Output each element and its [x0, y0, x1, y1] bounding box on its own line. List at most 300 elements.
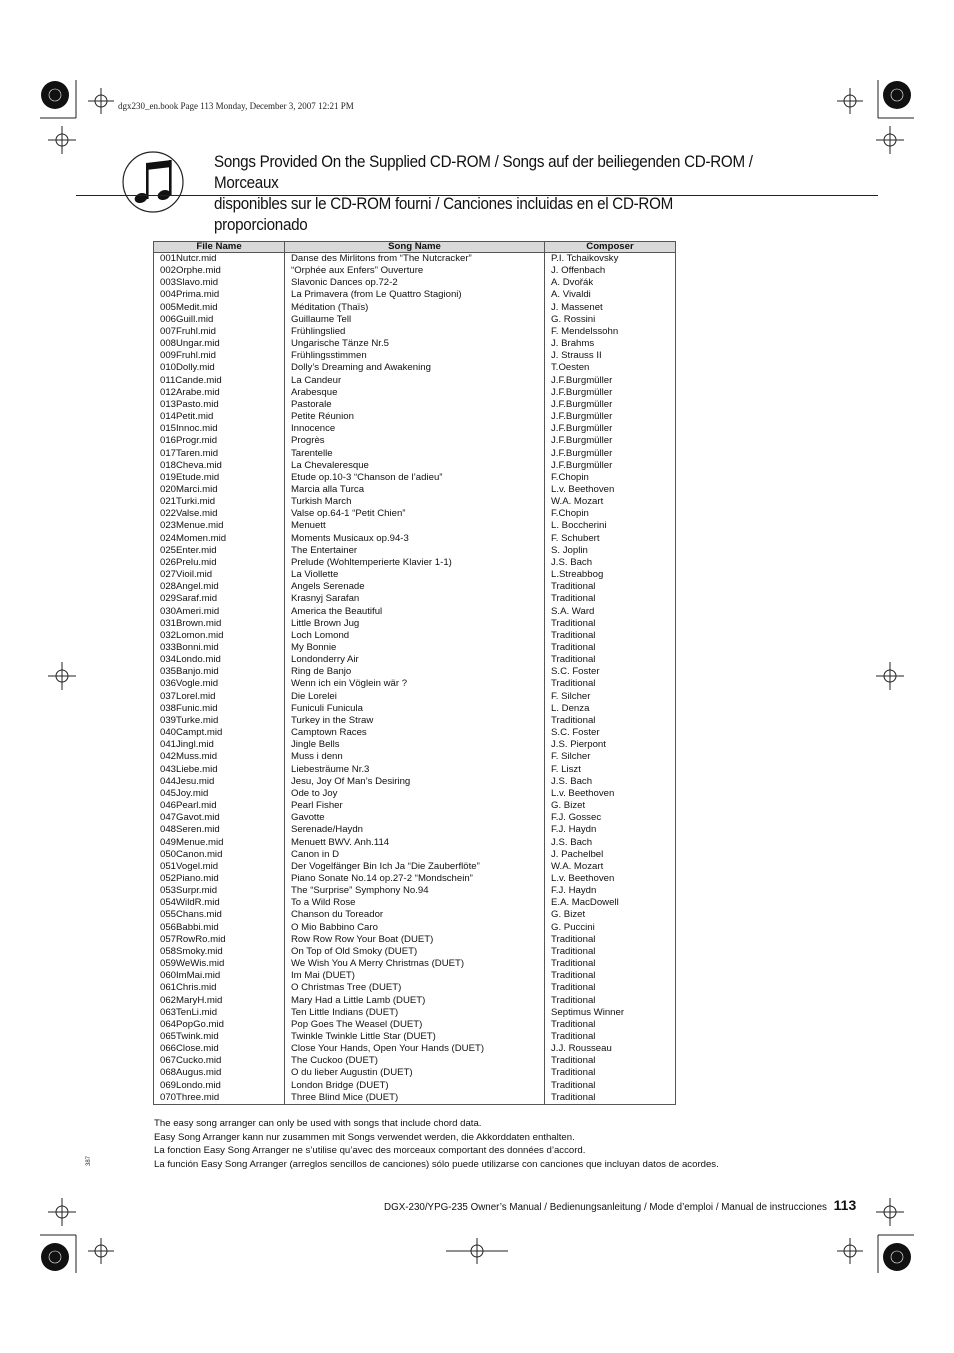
cell-composer: J.J. Rousseau — [545, 1043, 676, 1055]
cell-file-name: 068Augus.mid — [154, 1067, 285, 1079]
cell-song-name: La Primavera (from Le Quattro Stagioni) — [285, 289, 545, 301]
cell-song-name: Angels Serenade — [285, 581, 545, 593]
cell-composer: Traditional — [545, 678, 676, 690]
table-row — [154, 1019, 676, 1031]
cell-song-name: Frühlingsstimmen — [285, 350, 545, 362]
cell-file-name: 049Menue.mid — [154, 837, 285, 849]
cell-song-name: Jingle Bells — [285, 739, 545, 751]
cell-song-name: Piano Sonate No.14 op.27-2 “Mondschein” — [285, 873, 545, 885]
table-row — [154, 849, 676, 861]
cell-file-name: 029Saraf.mid — [154, 593, 285, 605]
cell-song-name: Progrès — [285, 435, 545, 447]
cell-composer: J. Brahms — [545, 338, 676, 350]
cell-song-name: Ring de Banjo — [285, 666, 545, 678]
cell-file-name: 010Dolly.mid — [154, 362, 285, 374]
cell-song-name: Menuett BWV. Anh.114 — [285, 837, 545, 849]
cell-composer: J. Strauss II — [545, 350, 676, 362]
cell-file-name: 011Cande.mid — [154, 375, 285, 387]
table-row — [154, 1080, 676, 1092]
table-row — [154, 776, 676, 788]
cell-file-name: 047Gavot.mid — [154, 812, 285, 824]
cell-song-name: We Wish You A Merry Christmas (DUET) — [285, 958, 545, 970]
cell-file-name: 066Close.mid — [154, 1043, 285, 1055]
cell-song-name: Three Blind Mice (DUET) — [285, 1092, 545, 1105]
cell-file-name: 032Lomon.mid — [154, 630, 285, 642]
cell-song-name: O Christmas Tree (DUET) — [285, 982, 545, 994]
cell-composer: Traditional — [545, 934, 676, 946]
cell-file-name: 045Joy.mid — [154, 788, 285, 800]
cell-composer: E.A. MacDowell — [545, 897, 676, 909]
cell-song-name: Funiculi Funicula — [285, 703, 545, 715]
cell-file-name: 058Smoky.mid — [154, 946, 285, 958]
cell-file-name: 059WeWis.mid — [154, 958, 285, 970]
cell-composer: F.Chopin — [545, 508, 676, 520]
column-header-song-name: Song Name — [285, 242, 545, 253]
cell-song-name: Valse op.64-1 “Petit Chien” — [285, 508, 545, 520]
cell-file-name: 050Canon.mid — [154, 849, 285, 861]
cell-file-name: 039Turke.mid — [154, 715, 285, 727]
cell-file-name: 056Babbi.mid — [154, 922, 285, 934]
cell-composer: F. Mendelssohn — [545, 326, 676, 338]
cell-file-name: 001Nutcr.mid — [154, 253, 285, 266]
cell-composer: F. Schubert — [545, 533, 676, 545]
table-row — [154, 302, 676, 314]
cell-composer: J. Offenbach — [545, 265, 676, 277]
cell-song-name: Gavotte — [285, 812, 545, 824]
cell-song-name: Innocence — [285, 423, 545, 435]
table-row — [154, 326, 676, 338]
table-row — [154, 824, 676, 836]
song-list-body — [154, 253, 676, 1105]
cell-composer: J.F.Burgmüller — [545, 411, 676, 423]
note-english: The easy song arranger can only be used with songs that include chord data. — [154, 1118, 482, 1129]
cell-file-name: 030Ameri.mid — [154, 606, 285, 618]
cell-file-name: 063TenLi.mid — [154, 1007, 285, 1019]
table-row — [154, 411, 676, 423]
cell-song-name: Moments Musicaux op.94-3 — [285, 533, 545, 545]
cell-composer: L.v. Beethoven — [545, 484, 676, 496]
cell-file-name: 036Vogle.mid — [154, 678, 285, 690]
cell-file-name: 016Progr.mid — [154, 435, 285, 447]
cell-file-name: 031Brown.mid — [154, 618, 285, 630]
cell-file-name: 025Enter.mid — [154, 545, 285, 557]
cell-song-name: Ode to Joy — [285, 788, 545, 800]
cell-composer: Traditional — [545, 982, 676, 994]
table-row — [154, 618, 676, 630]
cell-song-name: Turkish March — [285, 496, 545, 508]
cell-song-name: Dolly’s Dreaming and Awakening — [285, 362, 545, 374]
cell-file-name: 022Valse.mid — [154, 508, 285, 520]
table-row — [154, 448, 676, 460]
table-row — [154, 1092, 676, 1105]
cell-composer: J.F.Burgmüller — [545, 375, 676, 387]
cell-composer: A. Dvořák — [545, 277, 676, 289]
table-row — [154, 934, 676, 946]
cell-song-name: Arabesque — [285, 387, 545, 399]
table-row — [154, 435, 676, 447]
cell-file-name: 019Etude.mid — [154, 472, 285, 484]
table-row — [154, 399, 676, 411]
cell-composer: G. Rossini — [545, 314, 676, 326]
cell-file-name: 002Orphe.mid — [154, 265, 285, 277]
cell-song-name: Ungarische Tänze Nr.5 — [285, 338, 545, 350]
table-row — [154, 253, 676, 266]
cell-file-name: 062MaryH.mid — [154, 995, 285, 1007]
table-row — [154, 472, 676, 484]
cell-song-name: Slavonic Dances op.72-2 — [285, 277, 545, 289]
cell-file-name: 013Pasto.mid — [154, 399, 285, 411]
table-row — [154, 557, 676, 569]
cell-composer: S.A. Ward — [545, 606, 676, 618]
cell-composer: Traditional — [545, 1080, 676, 1092]
table-row — [154, 666, 676, 678]
cell-composer: W.A. Mozart — [545, 496, 676, 508]
cell-file-name: 014Petit.mid — [154, 411, 285, 423]
cell-song-name: Der Vogelfänger Bin Ich Ja “Die Zauberflöte” — [285, 861, 545, 873]
cell-song-name: Loch Lomond — [285, 630, 545, 642]
table-row — [154, 593, 676, 605]
cell-composer: J. Pachelbel — [545, 849, 676, 861]
cell-file-name: 020Marci.mid — [154, 484, 285, 496]
cell-composer: Traditional — [545, 618, 676, 630]
cell-composer: S.C. Foster — [545, 727, 676, 739]
side-code: 387 — [86, 1155, 92, 1166]
cell-file-name: 004Prima.mid — [154, 289, 285, 301]
cell-file-name: 033Bonni.mid — [154, 642, 285, 654]
song-list-table — [153, 241, 676, 1105]
table-row — [154, 703, 676, 715]
table-row — [154, 520, 676, 532]
cell-composer: Traditional — [545, 593, 676, 605]
cell-file-name: 061Chris.mid — [154, 982, 285, 994]
cell-song-name: Liebesträume Nr.3 — [285, 764, 545, 776]
cell-file-name: 028Angel.mid — [154, 581, 285, 593]
table-row — [154, 751, 676, 763]
table-row — [154, 545, 676, 557]
cell-composer: A. Vivaldi — [545, 289, 676, 301]
table-row — [154, 654, 676, 666]
table-row — [154, 837, 676, 849]
cell-file-name: 027Vioil.mid — [154, 569, 285, 581]
table-row — [154, 630, 676, 642]
cell-composer: S. Joplin — [545, 545, 676, 557]
table-row — [154, 1007, 676, 1019]
cell-file-name: 008Ungar.mid — [154, 338, 285, 350]
cell-song-name: La Candeur — [285, 375, 545, 387]
book-file-info: dgx230_en.book Page 113 Monday, December 3, 2007 12:21 PM — [118, 101, 354, 111]
cell-composer: F.J. Haydn — [545, 824, 676, 836]
cell-composer: Traditional — [545, 654, 676, 666]
cell-file-name: 052Piano.mid — [154, 873, 285, 885]
table-row — [154, 508, 676, 520]
table-row — [154, 265, 676, 277]
cell-file-name: 041Jingl.mid — [154, 739, 285, 751]
cell-song-name: Muss i denn — [285, 751, 545, 763]
cell-composer: P.I. Tchaikovsky — [545, 253, 676, 266]
cell-file-name: 048Seren.mid — [154, 824, 285, 836]
music-note-icon — [121, 146, 185, 218]
table-row — [154, 909, 676, 921]
cell-composer: Traditional — [545, 946, 676, 958]
cell-composer: G. Puccini — [545, 922, 676, 934]
cell-file-name: 003Slavo.mid — [154, 277, 285, 289]
cell-song-name: Canon in D — [285, 849, 545, 861]
table-row — [154, 995, 676, 1007]
table-row — [154, 606, 676, 618]
table-row — [154, 289, 676, 301]
column-header-file-name: File Name — [154, 242, 285, 253]
cell-composer: Traditional — [545, 1019, 676, 1031]
cell-composer: F. Silcher — [545, 691, 676, 703]
cell-file-name: 040Campt.mid — [154, 727, 285, 739]
cell-composer: J. Massenet — [545, 302, 676, 314]
cell-file-name: 005Medit.mid — [154, 302, 285, 314]
cell-song-name: Guillaume Tell — [285, 314, 545, 326]
cell-composer: F.J. Haydn — [545, 885, 676, 897]
cell-song-name: Die Lorelei — [285, 691, 545, 703]
cell-file-name: 018Cheva.mid — [154, 460, 285, 472]
cell-composer: F. Liszt — [545, 764, 676, 776]
cell-song-name: Krasnyj Sarafan — [285, 593, 545, 605]
table-row — [154, 982, 676, 994]
note-german: Easy Song Arranger kann nur zusammen mit Songs verwendet werden, die Akkorddaten enthalten. — [154, 1131, 575, 1143]
cell-song-name: Pearl Fisher — [285, 800, 545, 812]
cell-composer: Traditional — [545, 970, 676, 982]
cell-composer: L. Boccherini — [545, 520, 676, 532]
table-row — [154, 812, 676, 824]
table-row — [154, 1055, 676, 1067]
cell-composer: L.v. Beethoven — [545, 788, 676, 800]
table-header-row — [154, 242, 676, 253]
cell-song-name: Chanson du Toreador — [285, 909, 545, 921]
cell-song-name: Tarentelle — [285, 448, 545, 460]
cell-song-name: Camptown Races — [285, 727, 545, 739]
easy-song-arranger-notes — [154, 1117, 854, 1171]
table-row — [154, 533, 676, 545]
cell-song-name: Twinkle Twinkle Little Star (DUET) — [285, 1031, 545, 1043]
cell-composer: Traditional — [545, 642, 676, 654]
cell-song-name: Menuett — [285, 520, 545, 532]
cell-song-name: La Chevaleresque — [285, 460, 545, 472]
table-row — [154, 375, 676, 387]
cell-song-name: Wenn ich ein Vöglein wär ? — [285, 678, 545, 690]
table-row — [154, 788, 676, 800]
cell-composer: J.F.Burgmüller — [545, 448, 676, 460]
table-row — [154, 423, 676, 435]
cell-song-name: Londonderry Air — [285, 654, 545, 666]
cell-composer: Traditional — [545, 1067, 676, 1079]
cell-file-name: 057RowRo.mid — [154, 934, 285, 946]
table-row — [154, 362, 676, 374]
table-row — [154, 691, 676, 703]
page-title-line-1: Songs Provided On the Supplied CD-ROM / Songs auf der beiliegenden CD-ROM / Morceaux — [214, 153, 753, 192]
cell-file-name: 015Innoc.mid — [154, 423, 285, 435]
cell-composer: J.S. Bach — [545, 837, 676, 849]
cell-file-name: 038Funic.mid — [154, 703, 285, 715]
cell-song-name: My Bonnie — [285, 642, 545, 654]
table-row — [154, 581, 676, 593]
cell-composer: T.Oesten — [545, 362, 676, 374]
cell-song-name: Little Brown Jug — [285, 618, 545, 630]
cell-composer: J.F.Burgmüller — [545, 399, 676, 411]
cell-file-name: 026Prelu.mid — [154, 557, 285, 569]
table-row — [154, 970, 676, 982]
cell-file-name: 053Surpr.mid — [154, 885, 285, 897]
cell-composer: J.S. Bach — [545, 557, 676, 569]
table-row — [154, 727, 676, 739]
cell-composer: G. Bizet — [545, 909, 676, 921]
table-row — [154, 460, 676, 472]
table-row — [154, 569, 676, 581]
cell-song-name: Pastorale — [285, 399, 545, 411]
cell-song-name: “Orphée aux Enfers” Ouverture — [285, 265, 545, 277]
cell-file-name: 017Taren.mid — [154, 448, 285, 460]
cell-song-name: Prelude (Wohltemperierte Klavier 1-1) — [285, 557, 545, 569]
cell-composer: Traditional — [545, 1031, 676, 1043]
cell-song-name: O du lieber Augustin (DUET) — [285, 1067, 545, 1079]
cell-file-name: 067Cucko.mid — [154, 1055, 285, 1067]
table-row — [154, 1031, 676, 1043]
note-spanish: La función Easy Song Arranger (arreglos sencillos de canciones) sólo puede utilizarse con canciones que incluyan datos de acordes. — [154, 1158, 719, 1170]
cell-composer: J.F.Burgmüller — [545, 423, 676, 435]
cell-song-name: Im Mai (DUET) — [285, 970, 545, 982]
cell-file-name: 042Muss.mid — [154, 751, 285, 763]
cell-composer: J.F.Burgmüller — [545, 435, 676, 447]
cell-composer: Traditional — [545, 958, 676, 970]
cell-file-name: 043Liebe.mid — [154, 764, 285, 776]
table-row — [154, 277, 676, 289]
cell-composer: S.C. Foster — [545, 666, 676, 678]
cell-song-name: The Cuckoo (DUET) — [285, 1055, 545, 1067]
cell-file-name: 051Vogel.mid — [154, 861, 285, 873]
cell-song-name: Close Your Hands, Open Your Hands (DUET) — [285, 1043, 545, 1055]
cell-composer: Traditional — [545, 1055, 676, 1067]
page-title — [214, 152, 766, 236]
table-row — [154, 946, 676, 958]
cell-song-name: Jesu, Joy Of Man’s Desiring — [285, 776, 545, 788]
table-row — [154, 885, 676, 897]
table-row — [154, 800, 676, 812]
cell-file-name: 046Pearl.mid — [154, 800, 285, 812]
cell-file-name: 023Menue.mid — [154, 520, 285, 532]
cell-file-name: 065Twink.mid — [154, 1031, 285, 1043]
cell-file-name: 034Londo.mid — [154, 654, 285, 666]
cell-song-name: Ten Little Indians (DUET) — [285, 1007, 545, 1019]
cell-composer: W.A. Mozart — [545, 861, 676, 873]
cell-song-name: London Bridge (DUET) — [285, 1080, 545, 1092]
cell-file-name: 069Londo.mid — [154, 1080, 285, 1092]
cell-file-name: 060ImMai.mid — [154, 970, 285, 982]
cell-file-name: 006Guill.mid — [154, 314, 285, 326]
table-row — [154, 1067, 676, 1079]
cell-song-name: America the Beautiful — [285, 606, 545, 618]
table-row — [154, 338, 676, 350]
table-row — [154, 958, 676, 970]
table-row — [154, 484, 676, 496]
cell-file-name: 007Fruhl.mid — [154, 326, 285, 338]
cell-composer: F. Silcher — [545, 751, 676, 763]
cell-file-name: 064PopGo.mid — [154, 1019, 285, 1031]
table-row — [154, 496, 676, 508]
table-row — [154, 314, 676, 326]
cell-composer: J.F.Burgmüller — [545, 387, 676, 399]
cell-composer: J.S. Pierpont — [545, 739, 676, 751]
cell-file-name: 054WildR.mid — [154, 897, 285, 909]
cell-song-name: Serenade/Haydn — [285, 824, 545, 836]
cell-file-name: 012Arabe.mid — [154, 387, 285, 399]
note-french: La fonction Easy Song Arranger ne s’utilise qu’avec des morceaux comportant des données d’accord. — [154, 1145, 586, 1157]
cell-song-name: Mary Had a Little Lamb (DUET) — [285, 995, 545, 1007]
cell-composer: L.Streabbog — [545, 569, 676, 581]
cell-file-name: 035Banjo.mid — [154, 666, 285, 678]
table-row — [154, 922, 676, 934]
table-row — [154, 861, 676, 873]
cell-composer: J.F.Burgmüller — [545, 460, 676, 472]
cell-song-name: Méditation (Thaïs) — [285, 302, 545, 314]
cell-composer: Traditional — [545, 715, 676, 727]
cell-song-name: Petite Réunion — [285, 411, 545, 423]
cell-file-name: 021Turki.mid — [154, 496, 285, 508]
cell-composer: Traditional — [545, 995, 676, 1007]
cell-song-name: La Viollette — [285, 569, 545, 581]
manual-title: DGX-230/YPG-235 Owner’s Manual / Bedienungsanleitung / Mode d’emploi / Manual de instrucciones — [384, 1202, 827, 1213]
cell-composer: J.S. Bach — [545, 776, 676, 788]
cell-song-name: The Entertainer — [285, 545, 545, 557]
cell-composer: Traditional — [545, 581, 676, 593]
cell-file-name: 037Lorel.mid — [154, 691, 285, 703]
cell-song-name: O Mio Babbino Caro — [285, 922, 545, 934]
cell-file-name: 055Chans.mid — [154, 909, 285, 921]
cell-song-name: Marcia alla Turca — [285, 484, 545, 496]
cell-song-name: Pop Goes The Weasel (DUET) — [285, 1019, 545, 1031]
table-row — [154, 642, 676, 654]
title-divider — [76, 195, 878, 196]
cell-composer: L. Denza — [545, 703, 676, 715]
table-row — [154, 350, 676, 362]
table-row — [154, 897, 676, 909]
cell-song-name: To a Wild Rose — [285, 897, 545, 909]
cell-song-name: Frühlingslied — [285, 326, 545, 338]
cell-file-name: 044Jesu.mid — [154, 776, 285, 788]
cell-song-name: Turkey in the Straw — [285, 715, 545, 727]
column-header-composer: Composer — [545, 242, 676, 253]
table-row — [154, 1043, 676, 1055]
cell-composer: G. Bizet — [545, 800, 676, 812]
page-title-line-2: disponibles sur le CD-ROM fourni / Canciones incluidas en el CD-ROM proporcionado — [214, 195, 674, 234]
cell-song-name: The “Surprise” Symphony No.94 — [285, 885, 545, 897]
cell-composer: F.Chopin — [545, 472, 676, 484]
table-row — [154, 678, 676, 690]
cell-file-name: 024Momen.mid — [154, 533, 285, 545]
page-number: 113 — [833, 1197, 857, 1213]
cell-composer: Traditional — [545, 1092, 676, 1105]
cell-song-name: On Top of Old Smoky (DUET) — [285, 946, 545, 958]
cell-song-name: Etude op.10-3 “Chanson de l’adieu” — [285, 472, 545, 484]
cell-song-name: Danse des Mirlitons from “The Nutcracker” — [285, 253, 545, 266]
cell-composer: Septimus Winner — [545, 1007, 676, 1019]
table-row — [154, 764, 676, 776]
cell-file-name: 070Three.mid — [154, 1092, 285, 1105]
table-row — [154, 739, 676, 751]
cell-song-name: Row Row Row Your Boat (DUET) — [285, 934, 545, 946]
cell-composer: F.J. Gossec — [545, 812, 676, 824]
table-row — [154, 715, 676, 727]
cell-file-name: 009Fruhl.mid — [154, 350, 285, 362]
table-row — [154, 873, 676, 885]
cell-composer: Traditional — [545, 630, 676, 642]
table-row — [154, 387, 676, 399]
cell-composer: L.v. Beethoven — [545, 873, 676, 885]
